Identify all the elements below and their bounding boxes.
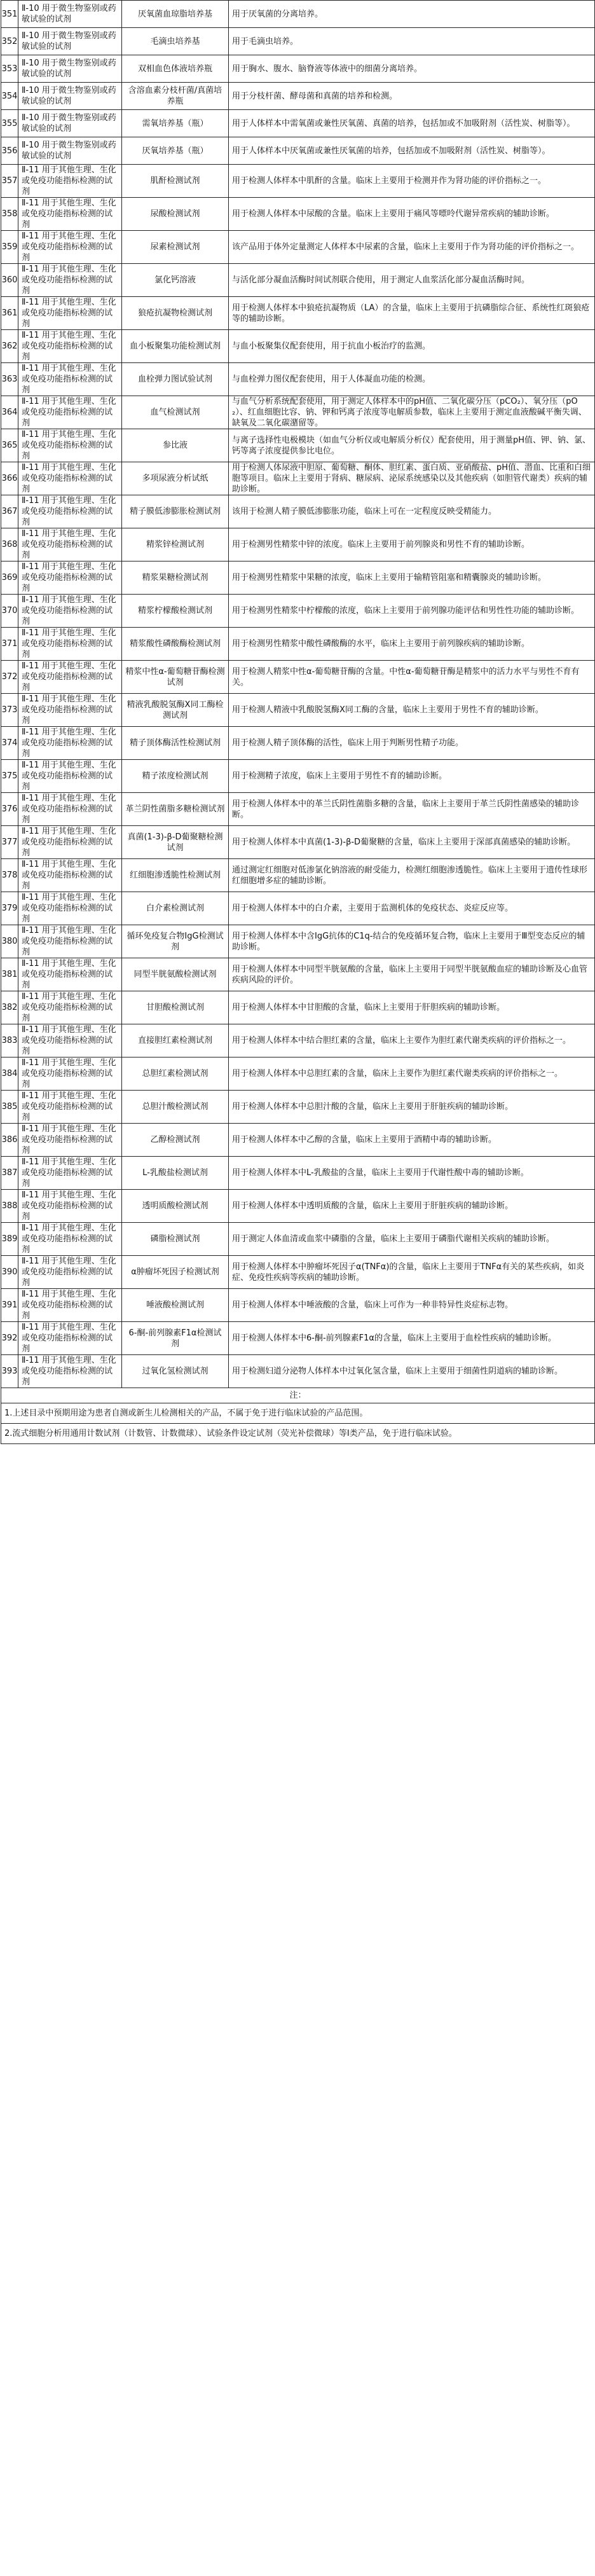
row-intended-use: 该用于检测人精子膜低渗膨胀功能，临床上可在一定程度反映受精能力。: [229, 495, 595, 528]
notes-title: 注：: [1, 1388, 595, 1403]
row-category: Ⅱ-11 用于其他生理、生化或免疫功能指标检测的试剂: [18, 363, 122, 396]
table-row: [1, 661, 595, 694]
row-category: Ⅱ-11 用于其他生理、生化或免疫功能指标检测的试剂: [18, 694, 122, 727]
row-number: 371: [1, 628, 18, 661]
table-row: [1, 727, 595, 760]
row-number: 389: [1, 1223, 18, 1256]
row-number: 354: [1, 83, 18, 110]
row-number: 387: [1, 1157, 18, 1190]
row-product-name: 总胆汁酸检测试剂: [122, 1091, 229, 1124]
table-row: [1, 1223, 595, 1256]
row-product-name: 尿酸检测试剂: [122, 198, 229, 231]
table-row: [1, 198, 595, 231]
row-number: 363: [1, 363, 18, 396]
row-number: 352: [1, 28, 18, 55]
row-intended-use: 用于检测男性精浆中锌的浓度。临床上主要用于前列腺炎和男性不育的辅助诊断。: [229, 528, 595, 561]
table-row: [1, 363, 595, 396]
row-category: Ⅱ-11 用于其他生理、生化或免疫功能指标检测的试剂: [18, 561, 122, 595]
row-product-name: 同型半胱氨酸检测试剂: [122, 958, 229, 991]
row-intended-use: 与血小板聚集仪配套使用，用于抗血小板治疗的监测。: [229, 330, 595, 363]
table-row: [1, 83, 595, 110]
note-2: 2.流式细胞分析用通用计数试剂（计数管、计数微球）、试验条件设定试剂（荧光补偿微球）等Ⅰ类产品，免于进行临床试验。: [1, 1424, 595, 1444]
row-number: 375: [1, 760, 18, 793]
row-category: Ⅱ-11 用于其他生理、生化或免疫功能指标检测的试剂: [18, 396, 122, 429]
exempt-ivd-reagent-table: [1, 0, 595, 1444]
row-number: 362: [1, 330, 18, 363]
table-row: [1, 1289, 595, 1322]
row-intended-use: 用于检测精子浓度，临床上主要用于男性不育的辅助诊断。: [229, 760, 595, 793]
notes-section: [1, 1388, 595, 1444]
row-category: Ⅱ-11 用于其他生理、生化或免疫功能指标检测的试剂: [18, 628, 122, 661]
row-number: 357: [1, 165, 18, 198]
row-intended-use: 用于检测男性精浆中柠檬酸的浓度，临床上主要用于前列腺功能评估和男性性功能的辅助诊断。: [229, 595, 595, 628]
row-number: 365: [1, 429, 18, 462]
table-row: [1, 925, 595, 958]
row-product-name: 尿素检测试剂: [122, 231, 229, 264]
table-row: [1, 1024, 595, 1057]
table-body: [1, 1, 595, 1388]
row-category: Ⅱ-11 用于其他生理、生化或免疫功能指标检测的试剂: [18, 495, 122, 528]
row-product-name: α肿瘤坏死因子检测试剂: [122, 1256, 229, 1289]
row-product-name: 6-酮-前列腺素F1α检测试剂: [122, 1322, 229, 1355]
row-category: Ⅱ-10 用于微生物鉴别或药敏试验的试剂: [18, 1, 122, 28]
row-category: Ⅱ-11 用于其他生理、生化或免疫功能指标检测的试剂: [18, 1091, 122, 1124]
row-product-name: 厌氧菌血琼脂培养基: [122, 1, 229, 28]
row-number: 366: [1, 462, 18, 495]
row-number: 353: [1, 55, 18, 83]
row-product-name: 精子顶体酶活性检测试剂: [122, 727, 229, 760]
row-category: Ⅱ-11 用于其他生理、生化或免疫功能指标检测的试剂: [18, 661, 122, 694]
table-row: [1, 793, 595, 826]
table-row: [1, 991, 595, 1024]
row-product-name: 过氧化氢检测试剂: [122, 1355, 229, 1388]
row-intended-use: 用于检测人体尿液中胆原、葡萄糖、酮体、胆红素、蛋白质、亚硝酸盐、pH值、潜血、比重和白细胞等项目。临床上主要用于肾病、糖尿病、泌尿系统感染以及其他疾病（如胆管代谢类）疾病的辅助诊断。: [229, 462, 595, 495]
table-row: [1, 28, 595, 55]
table-row: [1, 760, 595, 793]
row-intended-use: 用于检测人精浆中性α-葡萄糖苷酶的含量。中性α-葡萄糖苷酶是精浆中的活力水平与男性不育有关。: [229, 661, 595, 694]
table-row: [1, 137, 595, 165]
row-number: 360: [1, 264, 18, 297]
row-category: Ⅱ-11 用于其他生理、生化或免疫功能指标检测的试剂: [18, 595, 122, 628]
row-category: Ⅱ-11 用于其他生理、生化或免疫功能指标检测的试剂: [18, 330, 122, 363]
table-row: [1, 1355, 595, 1388]
table-row: [1, 396, 595, 429]
row-product-name: 肌酐检测试剂: [122, 165, 229, 198]
row-product-name: 精子膜低渗膨胀检测试剂: [122, 495, 229, 528]
row-category: Ⅱ-11 用于其他生理、生化或免疫功能指标检测的试剂: [18, 925, 122, 958]
row-product-name: L-乳酸盐检测试剂: [122, 1157, 229, 1190]
row-category: Ⅱ-11 用于其他生理、生化或免疫功能指标检测的试剂: [18, 528, 122, 561]
table-row: [1, 826, 595, 859]
row-product-name: 精浆酸性磷酸酶检测试剂: [122, 628, 229, 661]
row-number: 384: [1, 1057, 18, 1091]
row-product-name: 含溶血素分枝杆菌/真菌培养瓶: [122, 83, 229, 110]
row-intended-use: 用于检测人体样本中狼疮抗凝物质（LA）的含量，临床上主要用于抗磷脂综合征、系统性红斑狼疮等的辅助诊断。: [229, 297, 595, 330]
row-intended-use: 用于检测男性精浆中酸性磷酸酶的水平，临床上主要用于前列腺疾病的辅助诊断。: [229, 628, 595, 661]
row-number: 351: [1, 1, 18, 28]
row-intended-use: 与血气分析系统配套使用，用于测定人体样本中的pH值、二氧化碳分压（pCO₂）、氧分压（pO₂）、红血细胞比容、钠、钾和钙离子浓度等电解质参数，临床上主要用于测定血液酸碱平衡失调、缺氧及二氧化碳潴留等。: [229, 396, 595, 429]
row-intended-use: 用于检测妇道分泌物人体样本中过氧化氢含量，临床上主要用于细菌性阴道病的辅助诊断。: [229, 1355, 595, 1388]
row-intended-use: 通过测定红细胞对低渗氯化钠溶液的耐受能力，检测红细胞渗透脆性。临床上主要用于遗传性球形红细胞增多症的辅助诊断。: [229, 859, 595, 892]
row-product-name: 乙醇检测试剂: [122, 1124, 229, 1157]
row-intended-use: 用于人体样本中需氧菌或兼性厌氧菌、真菌的培养，包括加或不加吸附剂（活性炭、树脂等）。: [229, 110, 595, 137]
row-intended-use: 用于检测人精子顶体酶的活性，临床上用于判断男性精子功能。: [229, 727, 595, 760]
row-number: 364: [1, 396, 18, 429]
table-row: [1, 1124, 595, 1157]
row-product-name: 直接胆红素检测试剂: [122, 1024, 229, 1057]
row-category: Ⅱ-11 用于其他生理、生化或免疫功能指标检测的试剂: [18, 429, 122, 462]
row-number: 386: [1, 1124, 18, 1157]
row-number: 379: [1, 892, 18, 925]
row-category: Ⅱ-11 用于其他生理、生化或免疫功能指标检测的试剂: [18, 991, 122, 1024]
row-category: Ⅱ-11 用于其他生理、生化或免疫功能指标检测的试剂: [18, 958, 122, 991]
row-product-name: 甘胆酸检测试剂: [122, 991, 229, 1024]
row-category: Ⅱ-11 用于其他生理、生化或免疫功能指标检测的试剂: [18, 264, 122, 297]
row-number: 372: [1, 661, 18, 694]
row-number: 391: [1, 1289, 18, 1322]
row-category: Ⅱ-11 用于其他生理、生化或免疫功能指标检测的试剂: [18, 892, 122, 925]
row-category: Ⅱ-11 用于其他生理、生化或免疫功能指标检测的试剂: [18, 1157, 122, 1190]
row-product-name: 真菌(1-3)-β-D葡聚糖检测试剂: [122, 826, 229, 859]
row-number: 377: [1, 826, 18, 859]
row-intended-use: 用于检测人体样本中唾液酸的含量，临床上可作为一种非特异性炎症标志物。: [229, 1289, 595, 1322]
row-product-name: 血小板聚集功能检测试剂: [122, 330, 229, 363]
table-row: [1, 1057, 595, 1091]
row-intended-use: 用于检测人体样本中的白介素，主要用于监测机体的免疫状态、炎症反应等。: [229, 892, 595, 925]
table-row: [1, 55, 595, 83]
row-number: 385: [1, 1091, 18, 1124]
row-number: 368: [1, 528, 18, 561]
row-number: 378: [1, 859, 18, 892]
row-product-name: 双相血色体液培养瓶: [122, 55, 229, 83]
table-row: [1, 1256, 595, 1289]
table-row: [1, 595, 595, 628]
row-category: Ⅱ-11 用于其他生理、生化或免疫功能指标检测的试剂: [18, 859, 122, 892]
row-category: Ⅱ-10 用于微生物鉴别或药敏试验的试剂: [18, 28, 122, 55]
row-number: 373: [1, 694, 18, 727]
row-number: 380: [1, 925, 18, 958]
row-intended-use: 用于测定人体血清或血浆中磷脂的含量，临床上主要用于磷脂代谢相关疾病的辅助诊断。: [229, 1223, 595, 1256]
table-row: [1, 297, 595, 330]
row-product-name: 精浆中性α-葡萄糖苷酶检测试剂: [122, 661, 229, 694]
row-product-name: 血栓弹力图试验试剂: [122, 363, 229, 396]
row-category: Ⅱ-11 用于其他生理、生化或免疫功能指标检测的试剂: [18, 1124, 122, 1157]
row-category: Ⅱ-11 用于其他生理、生化或免疫功能指标检测的试剂: [18, 1223, 122, 1256]
row-product-name: 精浆柠檬酸检测试剂: [122, 595, 229, 628]
row-product-name: 精浆锌检测试剂: [122, 528, 229, 561]
row-category: Ⅱ-11 用于其他生理、生化或免疫功能指标检测的试剂: [18, 1289, 122, 1322]
row-intended-use: 与离子选择性电极模块（如血气分析仪或电解质分析仪）配套使用，用于测量pH值、钾、钠、氯、钙等离子浓度提供参比电位。: [229, 429, 595, 462]
row-category: Ⅱ-10 用于微生物鉴别或药敏试验的试剂: [18, 55, 122, 83]
row-category: Ⅱ-11 用于其他生理、生化或免疫功能指标检测的试剂: [18, 727, 122, 760]
row-product-name: 毛滴虫培养基: [122, 28, 229, 55]
row-product-name: 总胆红素检测试剂: [122, 1057, 229, 1091]
row-category: Ⅱ-11 用于其他生理、生化或免疫功能指标检测的试剂: [18, 1355, 122, 1388]
row-intended-use: 用于厌氧菌的分离培养。: [229, 1, 595, 28]
row-category: Ⅱ-10 用于微生物鉴别或药敏试验的试剂: [18, 110, 122, 137]
row-category: Ⅱ-11 用于其他生理、生化或免疫功能指标检测的试剂: [18, 826, 122, 859]
row-intended-use: 用于检测人体样本中肿瘤坏死因子α(TNFα)的含量，临床上主要用于TNFα有关的某些疾病，如炎症、免疫性疾病等疾病的辅助诊断。: [229, 1256, 595, 1289]
row-product-name: 氯化钙溶液: [122, 264, 229, 297]
row-intended-use: 用于检测人体样本中透明质酸的含量，临床上主要用于肝脏疾病的辅助诊断。: [229, 1190, 595, 1223]
row-product-name: 红细胞渗透脆性检测试剂: [122, 859, 229, 892]
row-number: 359: [1, 231, 18, 264]
row-intended-use: 用于检测男性精浆中果糖的浓度，临床上主要用于输精管阻塞和精囊腺炎的辅助诊断。: [229, 561, 595, 595]
row-category: Ⅱ-11 用于其他生理、生化或免疫功能指标检测的试剂: [18, 165, 122, 198]
row-category: Ⅱ-11 用于其他生理、生化或免疫功能指标检测的试剂: [18, 462, 122, 495]
table-row: [1, 628, 595, 661]
row-intended-use: 用于检测人体样本中L-乳酸盐的含量，临床上主要用于代谢性酸中毒的辅助诊断。: [229, 1157, 595, 1190]
table-row: [1, 110, 595, 137]
row-intended-use: 用于检测人体样本中同型半胱氨酸的含量，临床上主要用于同型半胱氨酸血症的辅助诊断及心血管疾病风险的评价。: [229, 958, 595, 991]
row-intended-use: 用于检测人体样本中甘胆酸的含量，临床上主要用于肝胆疾病的辅助诊断。: [229, 991, 595, 1024]
row-intended-use: 用于检测人体样本中总胆红素的含量，临床上主要作为胆红素代谢类疾病的评价指标之一。: [229, 1057, 595, 1091]
row-number: 370: [1, 595, 18, 628]
row-number: 390: [1, 1256, 18, 1289]
row-product-name: 透明质酸检测试剂: [122, 1190, 229, 1223]
table-row: [1, 264, 595, 297]
row-product-name: 需氧培养基（瓶）: [122, 110, 229, 137]
row-intended-use: 用于检测人体样本中6-酮-前列腺素F1α的含量，临床上主要用于血栓性疾病的辅助诊断。: [229, 1322, 595, 1355]
row-intended-use: 用于检测人体样本中真菌(1-3)-β-D葡聚糖的含量，临床上主要用于深部真菌感染的辅助诊断。: [229, 826, 595, 859]
row-intended-use: 用于检测人体样本中结合胆红素的含量，临床上主要作为胆红素代谢类疾病的评价指标之一。: [229, 1024, 595, 1057]
row-number: 361: [1, 297, 18, 330]
row-number: 383: [1, 1024, 18, 1057]
row-intended-use: 该产品用于体外定量测定人体样本中尿素的含量，临床上主要用于作为肾功能的评价指标之一。: [229, 231, 595, 264]
row-intended-use: 用于检测人体样本中尿酸的含量。临床上主要用于痛风等嘌呤代谢异常疾病的辅助诊断。: [229, 198, 595, 231]
row-intended-use: 用于检测人体样本中含IgG抗体的C1q-结合的免疫循环复合物，临床上主要用于Ⅲ型变态反应的辅助诊断。: [229, 925, 595, 958]
row-product-name: 精液乳酸脱氢酶X同工酶检测试剂: [122, 694, 229, 727]
row-number: 356: [1, 137, 18, 165]
row-category: Ⅱ-11 用于其他生理、生化或免疫功能指标检测的试剂: [18, 793, 122, 826]
row-number: 381: [1, 958, 18, 991]
row-category: Ⅱ-11 用于其他生理、生化或免疫功能指标检测的试剂: [18, 297, 122, 330]
row-product-name: 磷脂检测试剂: [122, 1223, 229, 1256]
row-number: 369: [1, 561, 18, 595]
table-row: [1, 561, 595, 595]
table-row: [1, 1157, 595, 1190]
row-intended-use: 用于检测人体样本中总胆汁酸的含量，临床上主要用于肝脏疾病的辅助诊断。: [229, 1091, 595, 1124]
table-row: [1, 958, 595, 991]
row-intended-use: 与活化部分凝血活酶时间试剂联合使用，用于测定人血浆活化部分凝血活酶时间。: [229, 264, 595, 297]
row-category: Ⅱ-10 用于微生物鉴别或药敏试验的试剂: [18, 137, 122, 165]
row-category: Ⅱ-11 用于其他生理、生化或免疫功能指标检测的试剂: [18, 1024, 122, 1057]
row-category: Ⅱ-11 用于其他生理、生化或免疫功能指标检测的试剂: [18, 760, 122, 793]
row-intended-use: 用于分枝杆菌、酵母菌和真菌的培养和检测。: [229, 83, 595, 110]
table-row: [1, 528, 595, 561]
row-product-name: 狼疮抗凝物检测试剂: [122, 297, 229, 330]
row-product-name: 精子浓度检测试剂: [122, 760, 229, 793]
row-category: Ⅱ-11 用于其他生理、生化或免疫功能指标检测的试剂: [18, 198, 122, 231]
row-number: 374: [1, 727, 18, 760]
row-product-name: 唾液酸检测试剂: [122, 1289, 229, 1322]
table-row: [1, 1, 595, 28]
table-row: [1, 462, 595, 495]
row-product-name: 循环免疫复合物IgG检测试剂: [122, 925, 229, 958]
row-number: 382: [1, 991, 18, 1024]
table-row: [1, 1091, 595, 1124]
row-category: Ⅱ-11 用于其他生理、生化或免疫功能指标检测的试剂: [18, 1322, 122, 1355]
table-row: [1, 231, 595, 264]
table-row: [1, 694, 595, 727]
row-category: Ⅱ-11 用于其他生理、生化或免疫功能指标检测的试剂: [18, 1190, 122, 1223]
row-number: 392: [1, 1322, 18, 1355]
row-number: 367: [1, 495, 18, 528]
table-row: [1, 1322, 595, 1355]
row-intended-use: 与血栓弹力图仪配套使用，用于人体凝血功能的检测。: [229, 363, 595, 396]
row-number: 358: [1, 198, 18, 231]
table-row: [1, 892, 595, 925]
row-product-name: 参比液: [122, 429, 229, 462]
row-product-name: 厌氧培养基（瓶）: [122, 137, 229, 165]
row-product-name: 白介素检测试剂: [122, 892, 229, 925]
row-intended-use: 用于检测人体样本中的革兰氏阴性菌脂多糖的含量，临床上主要用于革兰氏阴性菌感染的辅助诊断。: [229, 793, 595, 826]
row-intended-use: 用于检测人体样本中乙醇的含量，临床上主要用于酒精中毒的辅助诊断。: [229, 1124, 595, 1157]
row-product-name: 革兰阴性菌脂多糖检测试剂: [122, 793, 229, 826]
table-row: [1, 495, 595, 528]
row-intended-use: 用于检测人体样本中肌酐的含量。临床上主要用于检测并作为肾功能的评价指标之一。: [229, 165, 595, 198]
table-row: [1, 1190, 595, 1223]
row-product-name: 多项尿液分析试纸: [122, 462, 229, 495]
table-row: [1, 429, 595, 462]
row-category: Ⅱ-11 用于其他生理、生化或免疫功能指标检测的试剂: [18, 231, 122, 264]
row-intended-use: 用于胸水、腹水、脑脊液等体液中的细菌分离培养。: [229, 55, 595, 83]
row-intended-use: 用于毛滴虫培养。: [229, 28, 595, 55]
note-1: 1.上述目录中预期用途为患者自测或新生儿检测相关的产品，不属于免于进行临床试验的产品范围。: [1, 1403, 595, 1424]
row-category: Ⅱ-11 用于其他生理、生化或免疫功能指标检测的试剂: [18, 1256, 122, 1289]
table-row: [1, 330, 595, 363]
row-category: Ⅱ-11 用于其他生理、生化或免疫功能指标检测的试剂: [18, 1057, 122, 1091]
row-number: 388: [1, 1190, 18, 1223]
row-number: 376: [1, 793, 18, 826]
row-number: 393: [1, 1355, 18, 1388]
row-product-name: 血气检测试剂: [122, 396, 229, 429]
row-intended-use: 用于人体样本中厌氧菌或兼性厌氧菌的培养，包括加或不加吸附剂（活性炭、树脂等）。: [229, 137, 595, 165]
table-row: [1, 859, 595, 892]
table-row: [1, 165, 595, 198]
row-intended-use: 用于检测人精液中乳酸脱氢酶X同工酶的含量，临床上主要用于男性不育的辅助诊断。: [229, 694, 595, 727]
row-product-name: 精浆果糖检测试剂: [122, 561, 229, 595]
row-number: 355: [1, 110, 18, 137]
row-category: Ⅱ-10 用于微生物鉴别或药敏试验的试剂: [18, 83, 122, 110]
